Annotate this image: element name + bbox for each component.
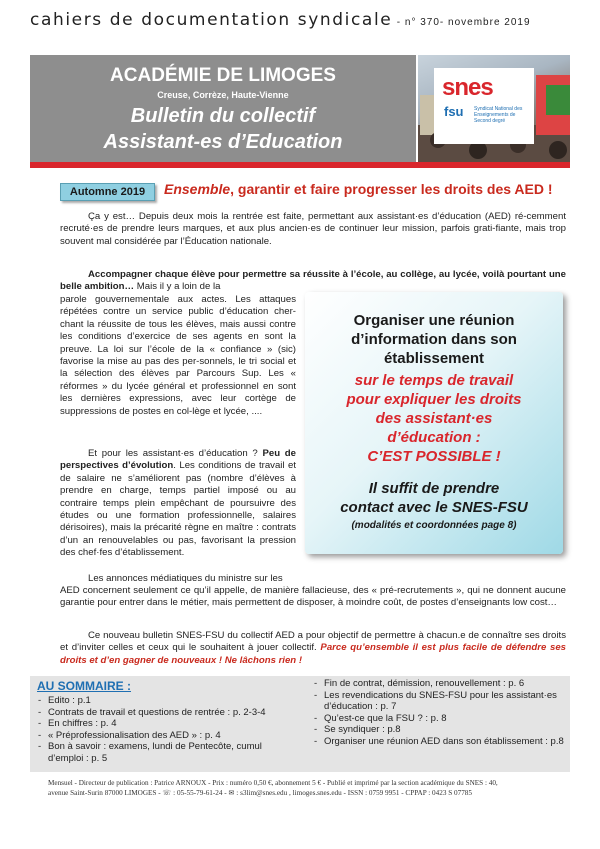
red-divider [30, 162, 570, 168]
table-of-contents [30, 676, 570, 772]
publication-footer [48, 778, 558, 798]
toc-item: - Qu’est-ce que la FSU ? : p. 8 [312, 713, 564, 725]
season-badge: Automne 2019 [60, 183, 155, 201]
title-banner [30, 55, 416, 168]
callout-contact: Il suffit de prendre [368, 480, 500, 497]
main-headline: Ensemble, garantir et faire progresser les droits des AED ! [164, 181, 553, 197]
toc-item: - Se syndiquer : p.8 [312, 724, 564, 736]
academy-title: ACADÉMIE DE LIMOGES [110, 65, 336, 86]
callout-line: établissement [383, 350, 485, 367]
toc-item: - Organiser une réunion AED dans son établissement : p.8 [312, 736, 564, 748]
callout-highlight: C’EST POSSIBLE ! [367, 448, 501, 465]
objective-paragraph: Ce nouveau bulletin SNES-FSU du collectif AED a pour objectif de permettre à chacun.e de connaître ses droits et d’inviter celles et ceux qui le souhaitent à jouer collectif. Parce qu’ensemble il est plus facile de défendre ses droits et d’en gagner de nouveaux ! Ne lâchons rien ! [60, 630, 566, 666]
toc-item: - Fin de contrat, démission, renouvellement : p. 6 [312, 678, 564, 690]
callout-highlight: des assistant·es [375, 410, 493, 427]
bulletin-title: Bulletin du collectif Assistant-es d’Education [103, 105, 343, 153]
toc-right-column [312, 678, 564, 748]
toc-item: - En chiffres : p. 4 [36, 718, 291, 730]
announcements-paragraph-start: Les annonces médiatiques du ministre sur les [88, 573, 283, 584]
intro-paragraph: Ça y est… Depuis deux mois la rentrée est faite, permettant aux assistant·es d’éducation (AED) ré-cemment recruté·es de prendre leurs marques, et aux plus ancien·es de continuer leur mission, parfois grati-fiante, mais trop souvent mal considérée par l’Éducation nationale. [60, 211, 566, 247]
ambition-paragraph-column: parole gouvernementale aux actes. Les attaques répétées contre un service public d’éducation cher-chant la réussite de tous les élèves, mais aussi contre les conditions d’exercice de ses agents en sont la preuve. La loi sur l’école de la « confiance » (sic) favorise la mise au pas des per-sonnels, le tri social et la sélection des élèves par Parcours Sup. Les « réformes » du lycée général et professionnel en sont les dernières expressions, avec leur cortège de suppressions de postes en col-lège et lycée, .... [60, 294, 296, 417]
toc-item: - Bon à savoir : examens, lundi de Pentecôte, cumul d’emploi : p. 5 [36, 741, 291, 764]
ambition-paragraph: Accompagner chaque élève pour permettre sa réussite à l’école, au collège, au lycée, voilà pourtant une belle ambition… Mais il y a loin de la [60, 269, 566, 293]
departments: Creuse, Corrèze, Haute-Vienne [157, 90, 289, 100]
toc-item: - Les revendications du SNES-FSU pour les assistant·es d’éducation : p. 7 [312, 690, 564, 713]
announcements-paragraph: AED concernent seulement ce qu’il appelle, de manière fallacieuse, des « pré-recrutements », qui ne donnent aucune garantie pour entrer dans le métier, mais permettent de disposer, à moindre coût, de postes d’enseignants low cost… [60, 585, 566, 609]
toc-item: - « Préprofessionalisation des AED » : p. 4 [36, 730, 291, 742]
callout-line: Organiser une réunion [353, 312, 515, 329]
logo-subtitle: Syndicat National des Enseignements de Second degré [474, 106, 523, 124]
toc-item: - Contrats de travail et questions de rentrée : p. 2-3-4 [36, 707, 291, 719]
callout-note: (modalités et coordonnées page 8) [351, 520, 517, 531]
footer-line: Mensuel - Directeur de publication : Patrice ARNOUX - Prix : numéro 0,50 €, abonnement 5 € - Publié et imprimé par la section académique du SNES : 40, [48, 779, 498, 787]
publication-title: cahiers de documentation syndicale [30, 10, 393, 30]
callout-highlight: d’éducation : [387, 429, 481, 446]
snes-wordmark: snes [442, 74, 493, 101]
callout-highlight: sur le temps de travail [354, 372, 514, 389]
toc-item: - Edito : p.1 [36, 695, 291, 707]
footer-line: avenue Saint-Surin 87000 LIMOGES - ☏ : 05-55-79-61-24 - ✉ : s3lim@snes.edu , limoges.snes.edu - ISSN : 0759 9951 - CPPAP : 0423 S 07785 [48, 789, 472, 797]
callout-highlight: pour expliquer les droits [346, 391, 522, 408]
callout-contact: contact avec le SNES-FSU [340, 499, 528, 516]
aed-paragraph: Et pour les assistant·es d’éducation ? Peu de perspectives d’évolution. Les conditions de travail et de salaire ne s’améliorent pas (nombre d’élèves à prendre en charge, temps partiel imposé ou au contraire temps plein empêchant de poursuivre des études ou une formation professionnelle, salaires dérisoires), mais la précarité règne en maître : contrats d’un an renouvelables ou pas, favorisant la pression des chef·fes d’établissement. [60, 448, 296, 559]
publication-header [30, 10, 570, 40]
toc-left-column [36, 695, 291, 765]
meeting-callout-box [305, 292, 563, 554]
fsu-wordmark: fsu [444, 104, 464, 119]
toc-title: AU SOMMAIRE : [37, 679, 131, 693]
callout-line: d’information dans son [351, 331, 517, 348]
issue-info: - n° 370- novembre 2019 [396, 17, 531, 28]
snes-fsu-logo [434, 68, 534, 144]
